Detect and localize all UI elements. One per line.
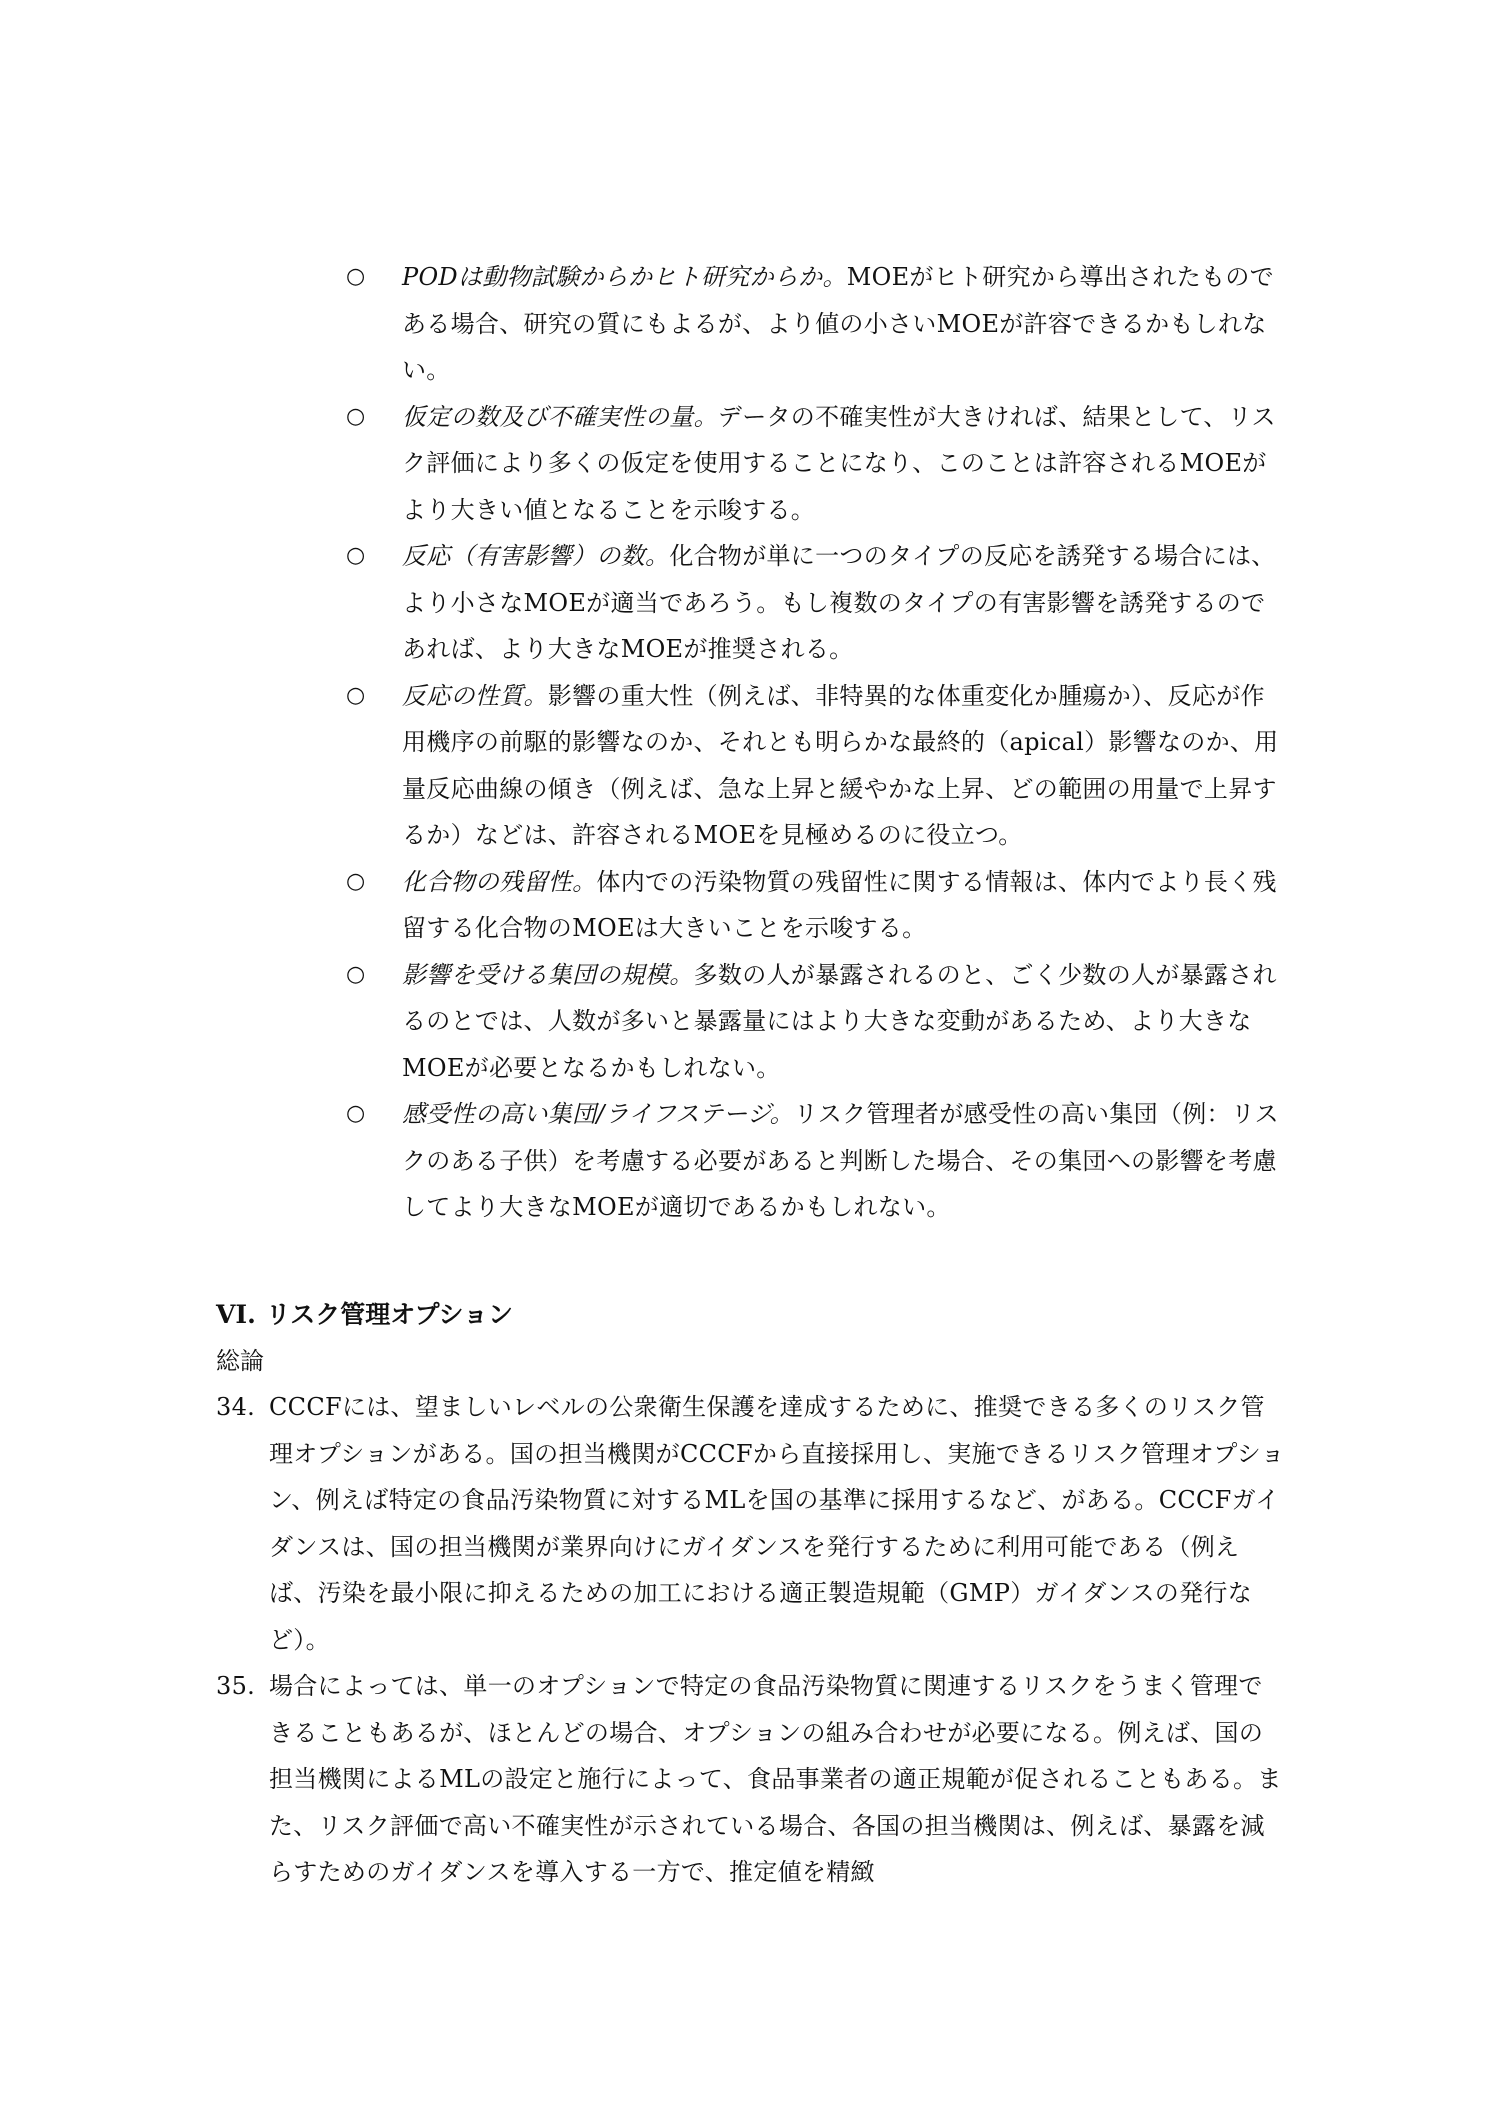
circle-bullet-icon: ○: [346, 403, 366, 429]
circle-bullet-icon: ○: [346, 1101, 366, 1126]
circle-bullet-icon: ○: [346, 961, 366, 987]
numbered-paragraphs: [216, 1384, 1286, 1896]
bullet-lead: 化合物の残留性。: [402, 867, 597, 896]
section-title: リスク管理オプション: [265, 1300, 514, 1329]
bullet-lead: 反応の性質。: [402, 681, 548, 710]
bullet-item: [346, 254, 1286, 394]
bullet-lead: PODは動物試験からかヒト研究からか。: [402, 263, 847, 291]
bullet-item: [346, 1091, 1286, 1231]
paragraph-text: CCCFには、望ましいレベルの公衆衛生保護を達成するために、推奨できる多くのリスク管理オプションがある。国の担当機関がCCCFから直接採用し、実施できるリスク管理オプション、例えば特定の食品汚染物質に対するMLを国の基準に採用するなど、がある。CCCFガイダンスは、国の担当機関が業界向けにガイダンスを発行するために利用可能である（例えば、汚染を最小限に抑えるための加工における適正製造規範（GMP）ガイダンスの発行など）。: [269, 1393, 1285, 1654]
numbered-paragraph: [216, 1384, 1286, 1663]
paragraph-number: 35.: [216, 1672, 256, 1700]
bullet-list: [346, 254, 1286, 1231]
section-heading: [216, 1292, 513, 1338]
circle-bullet-icon: ○: [346, 264, 366, 289]
bullet-text: MOEがヒト研究から導出されたものである場合、研究の質にもよるが、より値の小さいMOEが許容できるかもしれない。: [402, 263, 1274, 384]
circle-bullet-icon: ○: [346, 868, 366, 894]
bullet-item: [346, 394, 1286, 534]
bullet-lead: 影響を受ける集団の規模。: [402, 960, 694, 989]
bullet-item: [346, 859, 1286, 952]
bullet-lead: 仮定の数及び不確実性の量。: [402, 402, 718, 431]
bullet-item: [346, 673, 1286, 859]
circle-bullet-icon: ○: [346, 543, 366, 568]
bullet-lead: 反応（有害影響）の数。: [402, 542, 670, 570]
section-number: VI.: [216, 1300, 256, 1329]
paragraph-number: 34.: [216, 1393, 256, 1421]
bullet-item: [346, 533, 1286, 673]
bullet-text: 体内での汚染物質の残留性に関する情報は、体内でより長く残留する化合物のMOEは大きいことを示唆する。: [402, 867, 1277, 942]
bullet-text: 影響の重大性（例えば、非特異的な体重変化か腫瘍か）、反応が作用機序の前駆的影響なのか、それとも明らかな最終的（apical）影響なのか、用量反応曲線の傾き（例えば、急な上昇と緩やかな上昇、どの範囲の用量で上昇するか）などは、許容されるMOEを見極めるのに役立つ。: [402, 681, 1279, 849]
bullet-item: [346, 952, 1286, 1092]
subheading: 総論: [216, 1347, 264, 1375]
numbered-paragraph: [216, 1663, 1286, 1896]
bullet-text: データの不確実性が大きければ、結果として、リスク評価により多くの仮定を使用することになり、このことは許容されるMOEがより大きい値となることを示唆する。: [402, 402, 1276, 524]
bullet-lead: 感受性の高い集団/ライフステージ。: [402, 1100, 794, 1128]
circle-bullet-icon: ○: [346, 682, 366, 708]
bullet-text: 多数の人が暴露されるのと、ごく少数の人が暴露されるのとでは、人数が多いと暴露量にはより大きな変動があるため、より大きなMOEが必要となるかもしれない。: [402, 960, 1277, 1082]
paragraph-text: 場合によっては、単一のオプションで特定の食品汚染物質に関連するリスクをうまく管理できることもあるが、ほとんどの場合、オプションの組み合わせが必要になる。例えば、国の担当機関によるMLの設定と施行によって、食品事業者の適正規範が促されることもある。また、リスク評価で高い不確実性が示されている場合、各国の担当機関は、例えば、暴露を減らすためのガイダンスを導入する一方で、推定値を精緻: [269, 1672, 1282, 1886]
bullet-text: リスク管理者が感受性の高い集団（例：リスクのある子供）を考慮する必要があると判断した場合、その集団への影響を考慮してより大きなMOEが適切であるかもしれない。: [402, 1100, 1279, 1221]
bullet-text: 化合物が単に一つのタイプの反応を誘発する場合には、より小さなMOEが適当であろう。もし複数のタイプの有害影響を誘発するのであれば、より大きなMOEが推奨される。: [402, 542, 1276, 663]
